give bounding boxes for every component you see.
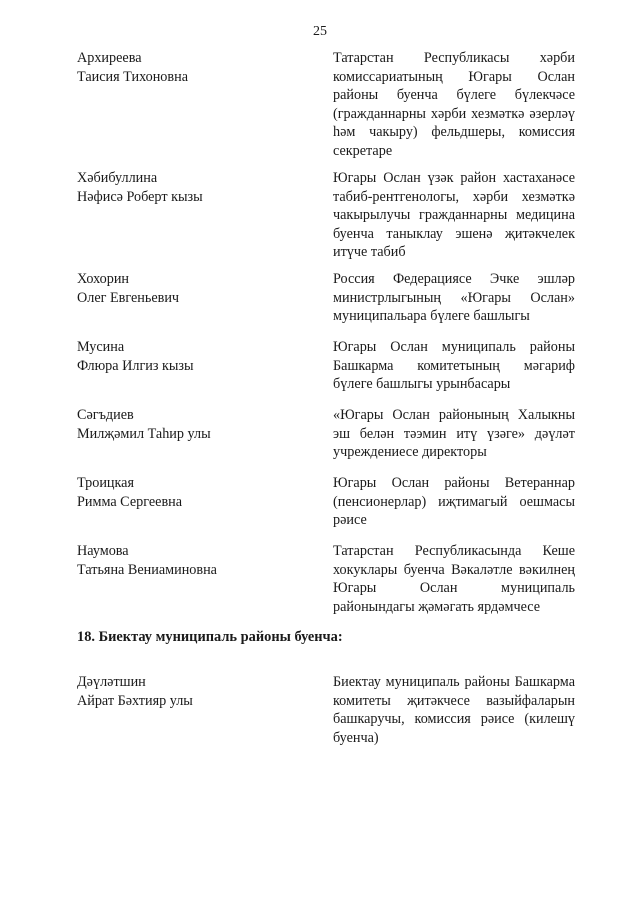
page-number: 25	[313, 24, 327, 39]
member-surname: Архиреева	[77, 50, 142, 66]
member-surname: Дәүләтшин	[77, 674, 146, 690]
member-role: Югары Ослан үзәк район хастаханәсе табиб-рентгенологы, хәрби хезмәткә чакырылучы гражданнарны медицина буенча таныклау эшенә җитәкчелек итүче табиб	[333, 170, 575, 261]
member-given-name: Олег Евгеньевич	[77, 289, 180, 306]
member-given-name: Татьяна Вениаминовна	[77, 561, 217, 578]
member-role: «Югары Ослан районының Халыкны эш белән тәэмин итү үзәге» дәүләт учреждениесе директоры	[333, 407, 575, 461]
member-role: Россия Федерациясе Эчке эшләр министрлыгының «Югары Ослан» муниципальара бүлеге башлыгы	[333, 271, 575, 325]
member-surname: Наумова	[77, 543, 129, 559]
member-given-name: Милҗәмил Таһир улы	[77, 425, 211, 442]
member-role: Татарстан Республикасы хәрби комиссариатының Югары Ослан районы буенча бүлеге бүлекчәсе (гражданнарны хәрби хезмәткә әзерләү һәм чакыру) фельдшеры, комиссия секретаре	[333, 50, 575, 159]
member-name	[77, 673, 297, 710]
member-name	[77, 474, 297, 511]
member-surname: Троицкая	[77, 475, 134, 491]
member-name	[77, 406, 297, 443]
member-given-name: Римма Сергеевна	[77, 493, 183, 510]
member-surname: Хохорин	[77, 271, 130, 287]
member-role: Биектау муниципаль районы Башкарма комитеты җитәкчесе вазыйфаларын башкаручы, комиссия рәисе (килешү буенча)	[333, 674, 575, 746]
member-given-name: Флюра Илгиз кызы	[77, 357, 194, 374]
member-name	[77, 338, 297, 375]
member-surname: Мусина	[77, 339, 125, 355]
section-heading: 18. Биектау муниципаль районы буенча:	[77, 629, 343, 645]
member-role: Татарстан Республикасында Кеше хокуклары буенча Вәкаләтле вәкилнең Югары Ослан муниципаль районындагы җәмәгать ярдәмчесе	[333, 543, 575, 615]
member-name	[77, 542, 297, 579]
member-given-name: Нәфисә Роберт кызы	[77, 188, 203, 205]
member-role: Югары Ослан муниципаль районы Башкарма комитетының мәгариф бүлеге башлыгы урынбасары	[333, 339, 575, 393]
member-name	[77, 169, 297, 206]
member-surname: Хәбибуллина	[77, 170, 158, 186]
member-given-name: Айрат Бәхтияр улы	[77, 692, 193, 709]
member-surname: Сәгъдиев	[77, 407, 134, 423]
member-given-name: Таисия Тихоновна	[77, 68, 188, 85]
member-name	[77, 270, 297, 307]
member-role: Югары Ослан районы Ветераннар (пенсионерлар) иҗтимагый оешмасы рәисе	[333, 475, 575, 529]
member-name	[77, 49, 297, 86]
